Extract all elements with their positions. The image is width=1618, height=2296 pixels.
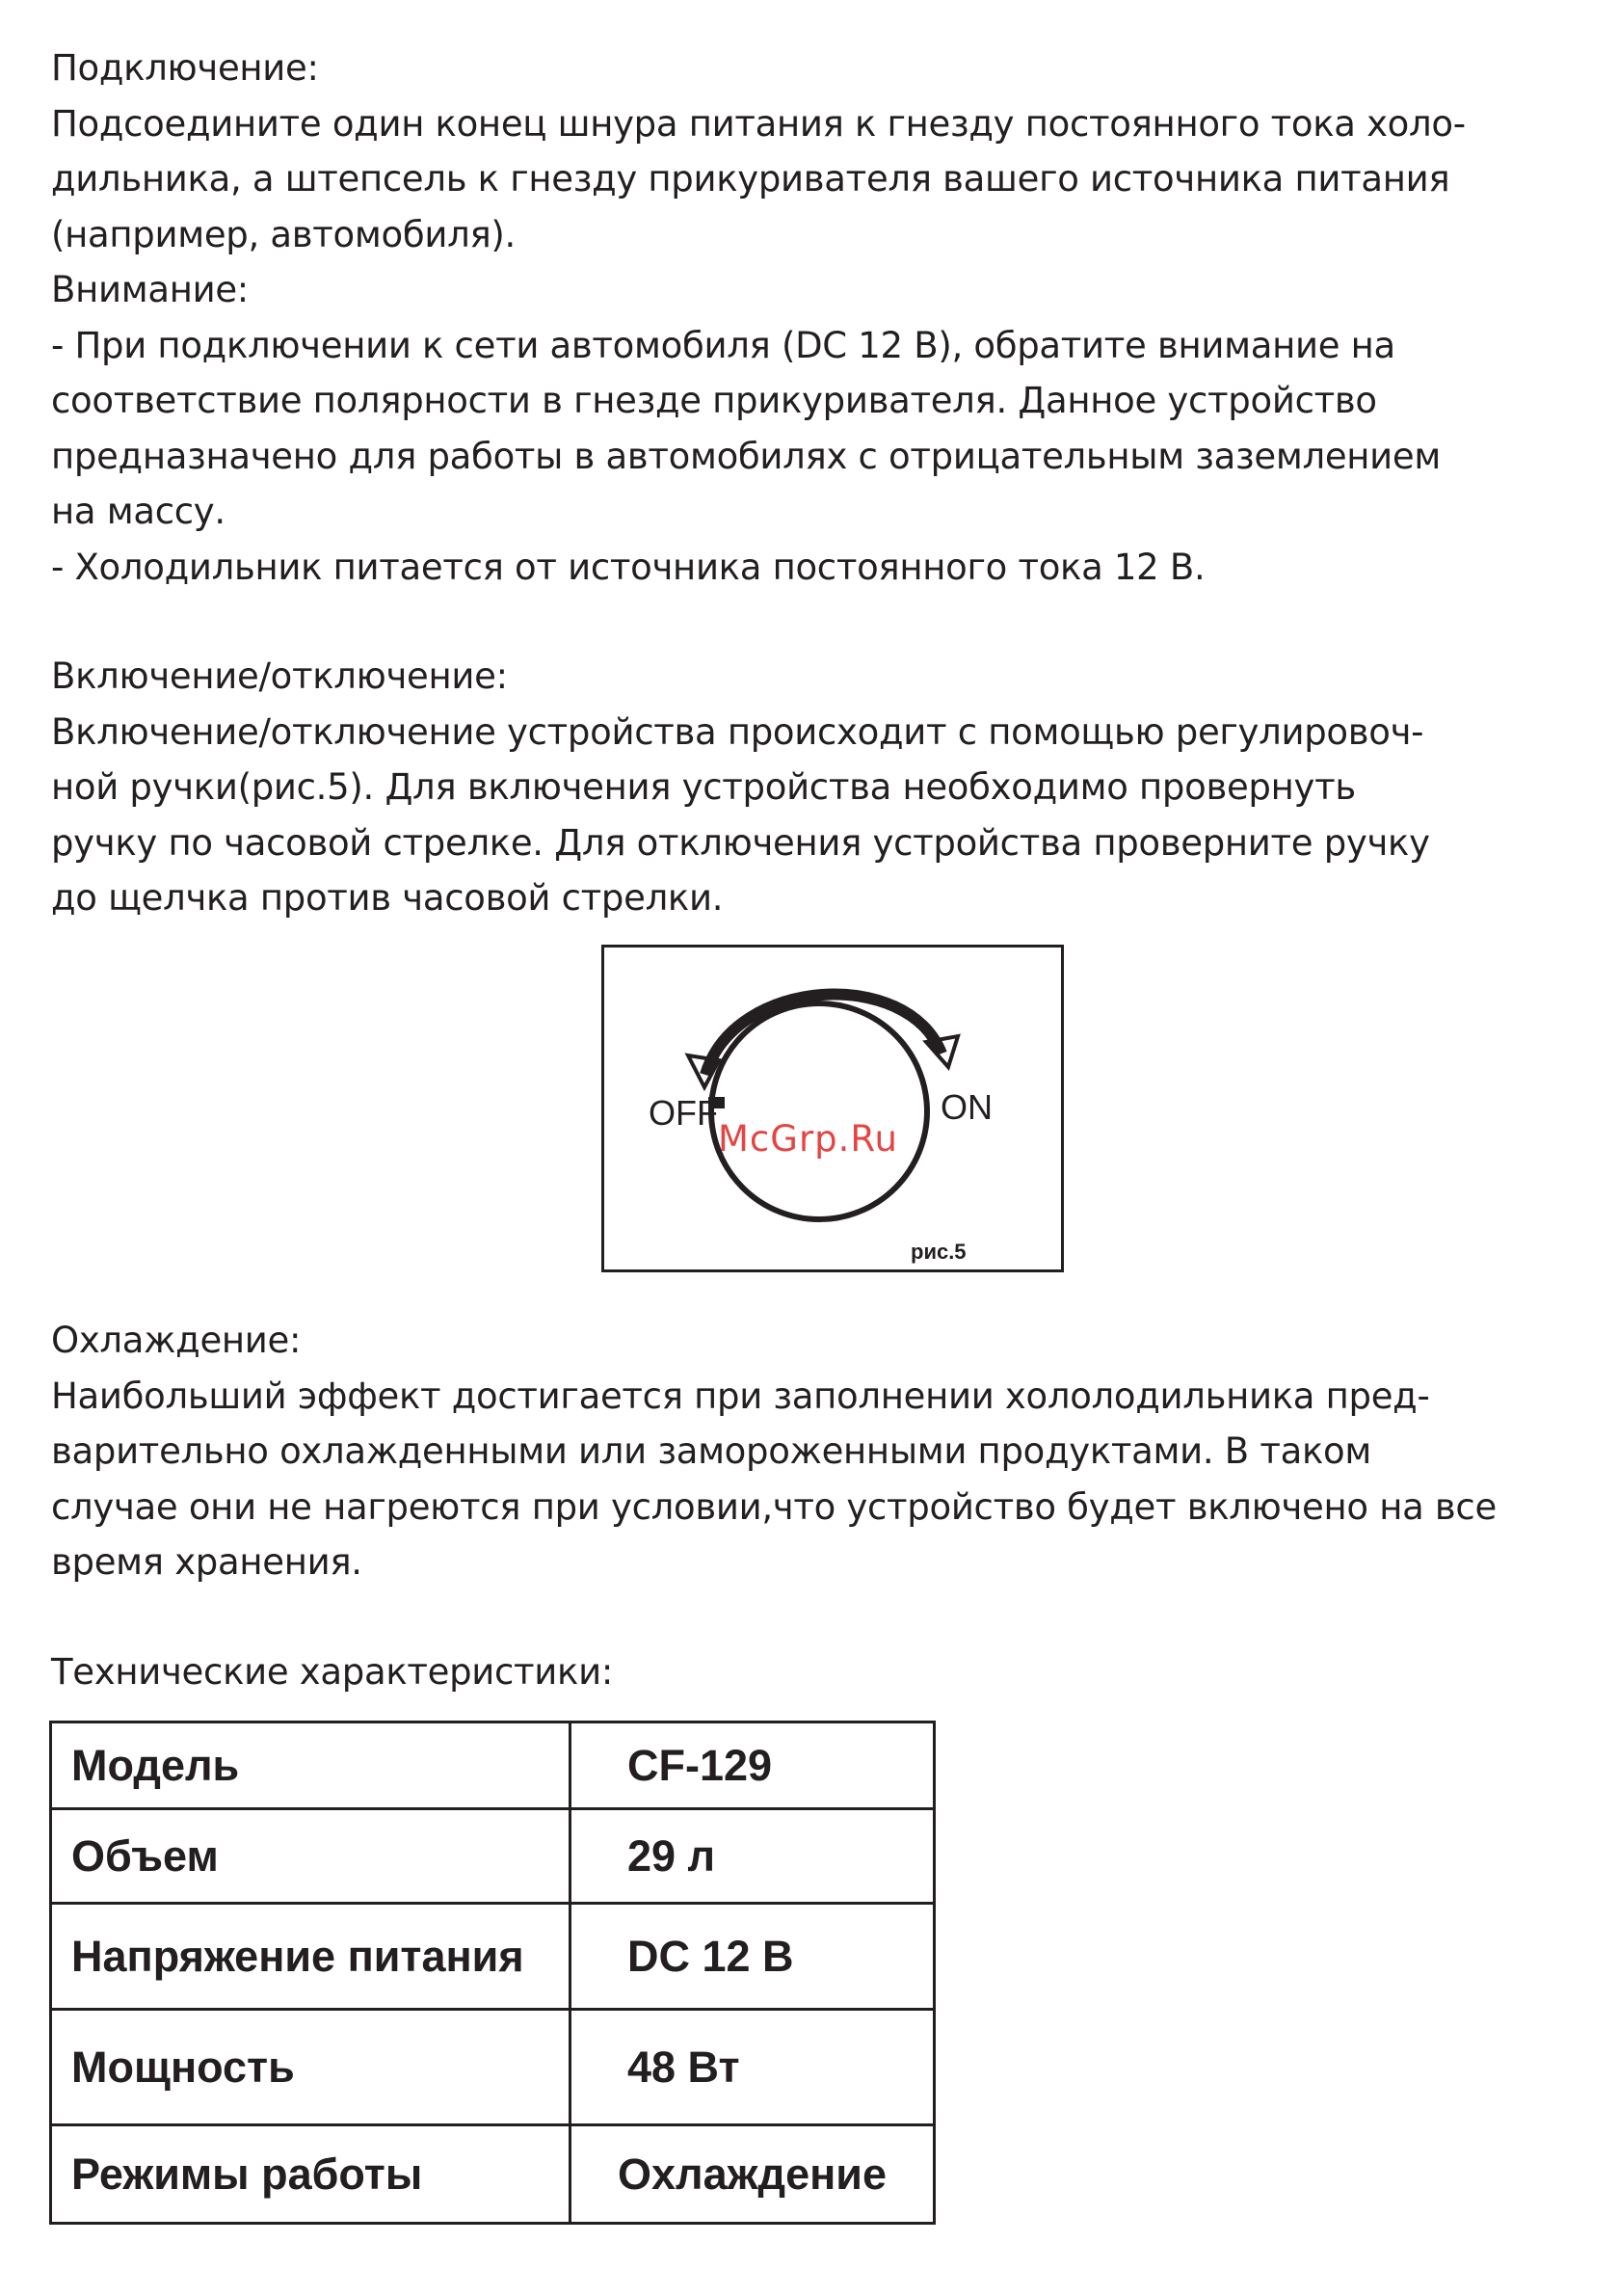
spec-value: Охлаждение — [570, 2125, 935, 2224]
onoff-line: ной ручки(рис.5). Для включения устройства необходимо провернуть — [51, 766, 1356, 808]
cooling-line: варительно охлажденными или замороженными продуктами. В таком — [51, 1430, 1371, 1472]
spec-value: 29 л — [570, 1809, 935, 1904]
on-label: ON — [941, 1087, 993, 1127]
off-label: OFF — [649, 1093, 718, 1133]
spec-label: Модель — [51, 1722, 570, 1809]
watermark: McGrp.Ru — [718, 1118, 898, 1160]
specs-heading: Технические характеристики: — [51, 1651, 614, 1693]
spec-value: 48 Вт — [570, 2010, 935, 2125]
section-onoff — [51, 649, 1593, 926]
table-row — [51, 2010, 935, 2125]
knob-diagram — [604, 948, 1061, 1269]
onoff-line: Включение/отключение устройства происходит с помощью регулировоч- — [51, 710, 1424, 753]
onoff-heading: Включение/отключение: — [51, 655, 508, 697]
spec-label: Напряжение питания — [51, 1904, 570, 2010]
connection-line: Подсоедините один конец шнура питания к гнезду постоянного тока холо- — [51, 102, 1466, 145]
connection-line: дильника, а штепсель к гнезду прикуривателя вашего источника питания — [51, 158, 1450, 200]
section-connection — [51, 40, 1593, 595]
table-row — [51, 1904, 935, 2010]
attention-line: на массу. — [51, 491, 225, 532]
spec-label: Мощность — [51, 2010, 570, 2125]
cooling-heading: Охлаждение: — [51, 1320, 302, 1361]
knob-figure — [601, 945, 1064, 1272]
attention-line: - Холодильник питается от источника постоянного тока 12 В. — [51, 546, 1206, 588]
table-row — [51, 1809, 935, 1904]
knob-circle — [711, 1003, 927, 1219]
cooling-line: Наибольший эффект достигается при заполнении хололодильника пред- — [51, 1375, 1430, 1417]
onoff-line: до щелчка против часовой стрелки. — [51, 877, 724, 919]
spec-value: DC 12 В — [570, 1904, 935, 2010]
attention-line: предназначено для работы в автомобилях с отрицательным заземлением — [51, 435, 1442, 477]
attention-line: - При подключении к сети автомобиля (DC 12 В), обратите внимание на — [51, 324, 1395, 366]
section-cooling — [51, 1313, 1593, 1590]
table-row — [51, 2125, 935, 2224]
specs-table — [49, 1721, 936, 2225]
table-row — [51, 1722, 935, 1809]
spec-value: CF-129 — [570, 1722, 935, 1809]
cooling-line: время хранения. — [51, 1541, 362, 1583]
connection-heading: Подключение: — [51, 47, 319, 89]
attention-heading: Внимание: — [51, 269, 249, 310]
section-specs — [51, 1644, 1593, 1700]
onoff-line: ручку по часовой стрелке. Для отключения устройства проверните ручку — [51, 821, 1430, 864]
spec-label: Объем — [51, 1809, 570, 1904]
connection-line: (например, автомобиля). — [51, 213, 516, 255]
attention-line: соответствие полярности в гнезде прикуривателя. Данное устройство — [51, 380, 1377, 421]
spec-label: Режимы работы — [51, 2125, 570, 2224]
cooling-line: случае они не нагреются при условии,что устройство будет включено на все — [51, 1485, 1497, 1528]
figure-caption: рис.5 — [911, 1240, 967, 1264]
